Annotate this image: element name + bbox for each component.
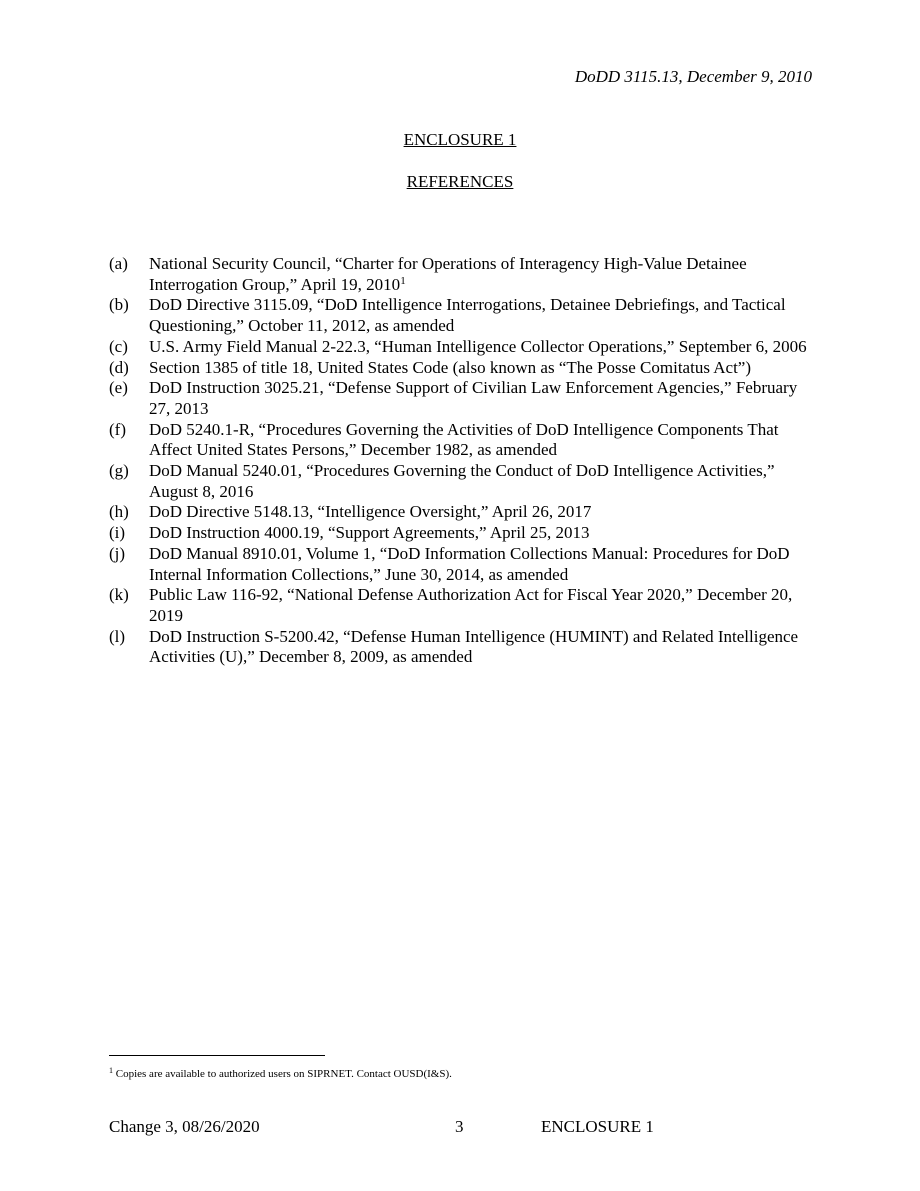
footnote-text: Copies are available to authorized users on SIPRNET. Contact OUSD(I&S). — [115, 1068, 452, 1080]
reference-label: (h) — [109, 502, 129, 522]
reference-item — [109, 295, 809, 336]
enclosure-title: ENCLOSURE 1 — [403, 130, 517, 149]
reference-label: (i) — [109, 523, 126, 543]
reference-item — [109, 378, 809, 419]
reference-item — [109, 420, 809, 461]
reference-item — [109, 461, 809, 502]
reference-label: (e) — [109, 378, 128, 398]
footer-enclosure: ENCLOSURE 1 — [541, 1117, 654, 1136]
reference-item — [109, 627, 809, 668]
document-header: DoDD 3115.13, December 9, 2010 — [574, 67, 812, 86]
reference-label: (b) — [109, 295, 129, 315]
footer-page-number: 3 — [455, 1117, 464, 1136]
reference-label: (g) — [109, 461, 129, 481]
footnote-mark: 1 — [400, 274, 406, 287]
reference-item — [109, 358, 809, 379]
footer-change: Change 3, 08/26/2020 — [109, 1117, 260, 1136]
footnote-number: 1 — [109, 1066, 113, 1075]
footnote — [109, 1067, 452, 1081]
reference-text: National Security Council, “Charter for Operations of Interagency High-Value Detainee Interrogation Group,” April 19, 2010$^1$ — [149, 254, 747, 294]
reference-item — [109, 544, 809, 585]
reference-text: Section 1385 of title 18, United States Code (also known as “The Posse Comitatus Act”) — [149, 357, 751, 377]
reference-item — [109, 502, 809, 523]
references-list — [109, 254, 809, 668]
reference-item — [109, 523, 809, 544]
reference-item — [109, 585, 809, 626]
section-title: REFERENCES — [406, 172, 514, 191]
reference-text: DoD Instruction S-5200.42, “Defense Human Intelligence (HUMINT) and Related Intelligence Activities (U),” December 8, 2009, as amended — [149, 626, 799, 667]
reference-text: DoD Manual 8910.01, Volume 1, “DoD Information Collections Manual: Procedures for DoD Internal Information Collections,” June 30, 2014, as amended — [149, 543, 790, 584]
reference-text: U.S. Army Field Manual 2-22.3, “Human Intelligence Collector Operations,” September 6, 2006 — [149, 336, 807, 356]
reference-label: (f) — [109, 419, 126, 439]
reference-text: DoD Directive 5148.13, “Intelligence Oversight,” April 26, 2017 — [149, 502, 592, 522]
reference-item — [109, 254, 809, 295]
reference-label: (d) — [109, 357, 129, 377]
reference-label: (k) — [109, 585, 129, 605]
reference-text: Public Law 116-92, “National Defense Authorization Act for Fiscal Year 2020,” December 20, 2019 — [149, 585, 793, 625]
reference-label: (a) — [109, 254, 128, 273]
reference-label: (j) — [109, 543, 126, 563]
reference-label: (l) — [109, 626, 126, 646]
reference-item — [109, 337, 809, 358]
reference-text: DoD Instruction 4000.19, “Support Agreements,” April 25, 2013 — [149, 523, 590, 543]
reference-text: DoD Directive 3115.09, “DoD Intelligence Interrogations, Detainee Debriefings, and Tactical Questioning,” October 11, 2012, as amended — [149, 295, 786, 336]
reference-text: DoD Instruction 3025.21, “Defense Support of Civilian Law Enforcement Agencies,” February 27, 2013 — [149, 378, 798, 418]
reference-text: DoD Manual 5240.01, “Procedures Governing the Conduct of DoD Intelligence Activities,” August 8, 2016 — [149, 461, 775, 501]
reference-text: DoD 5240.1-R, “Procedures Governing the Activities of DoD Intelligence Components That Affect United States Persons,” December 1982, as amended — [149, 419, 779, 460]
reference-label: (c) — [109, 336, 128, 356]
footnote-divider — [109, 1055, 325, 1056]
